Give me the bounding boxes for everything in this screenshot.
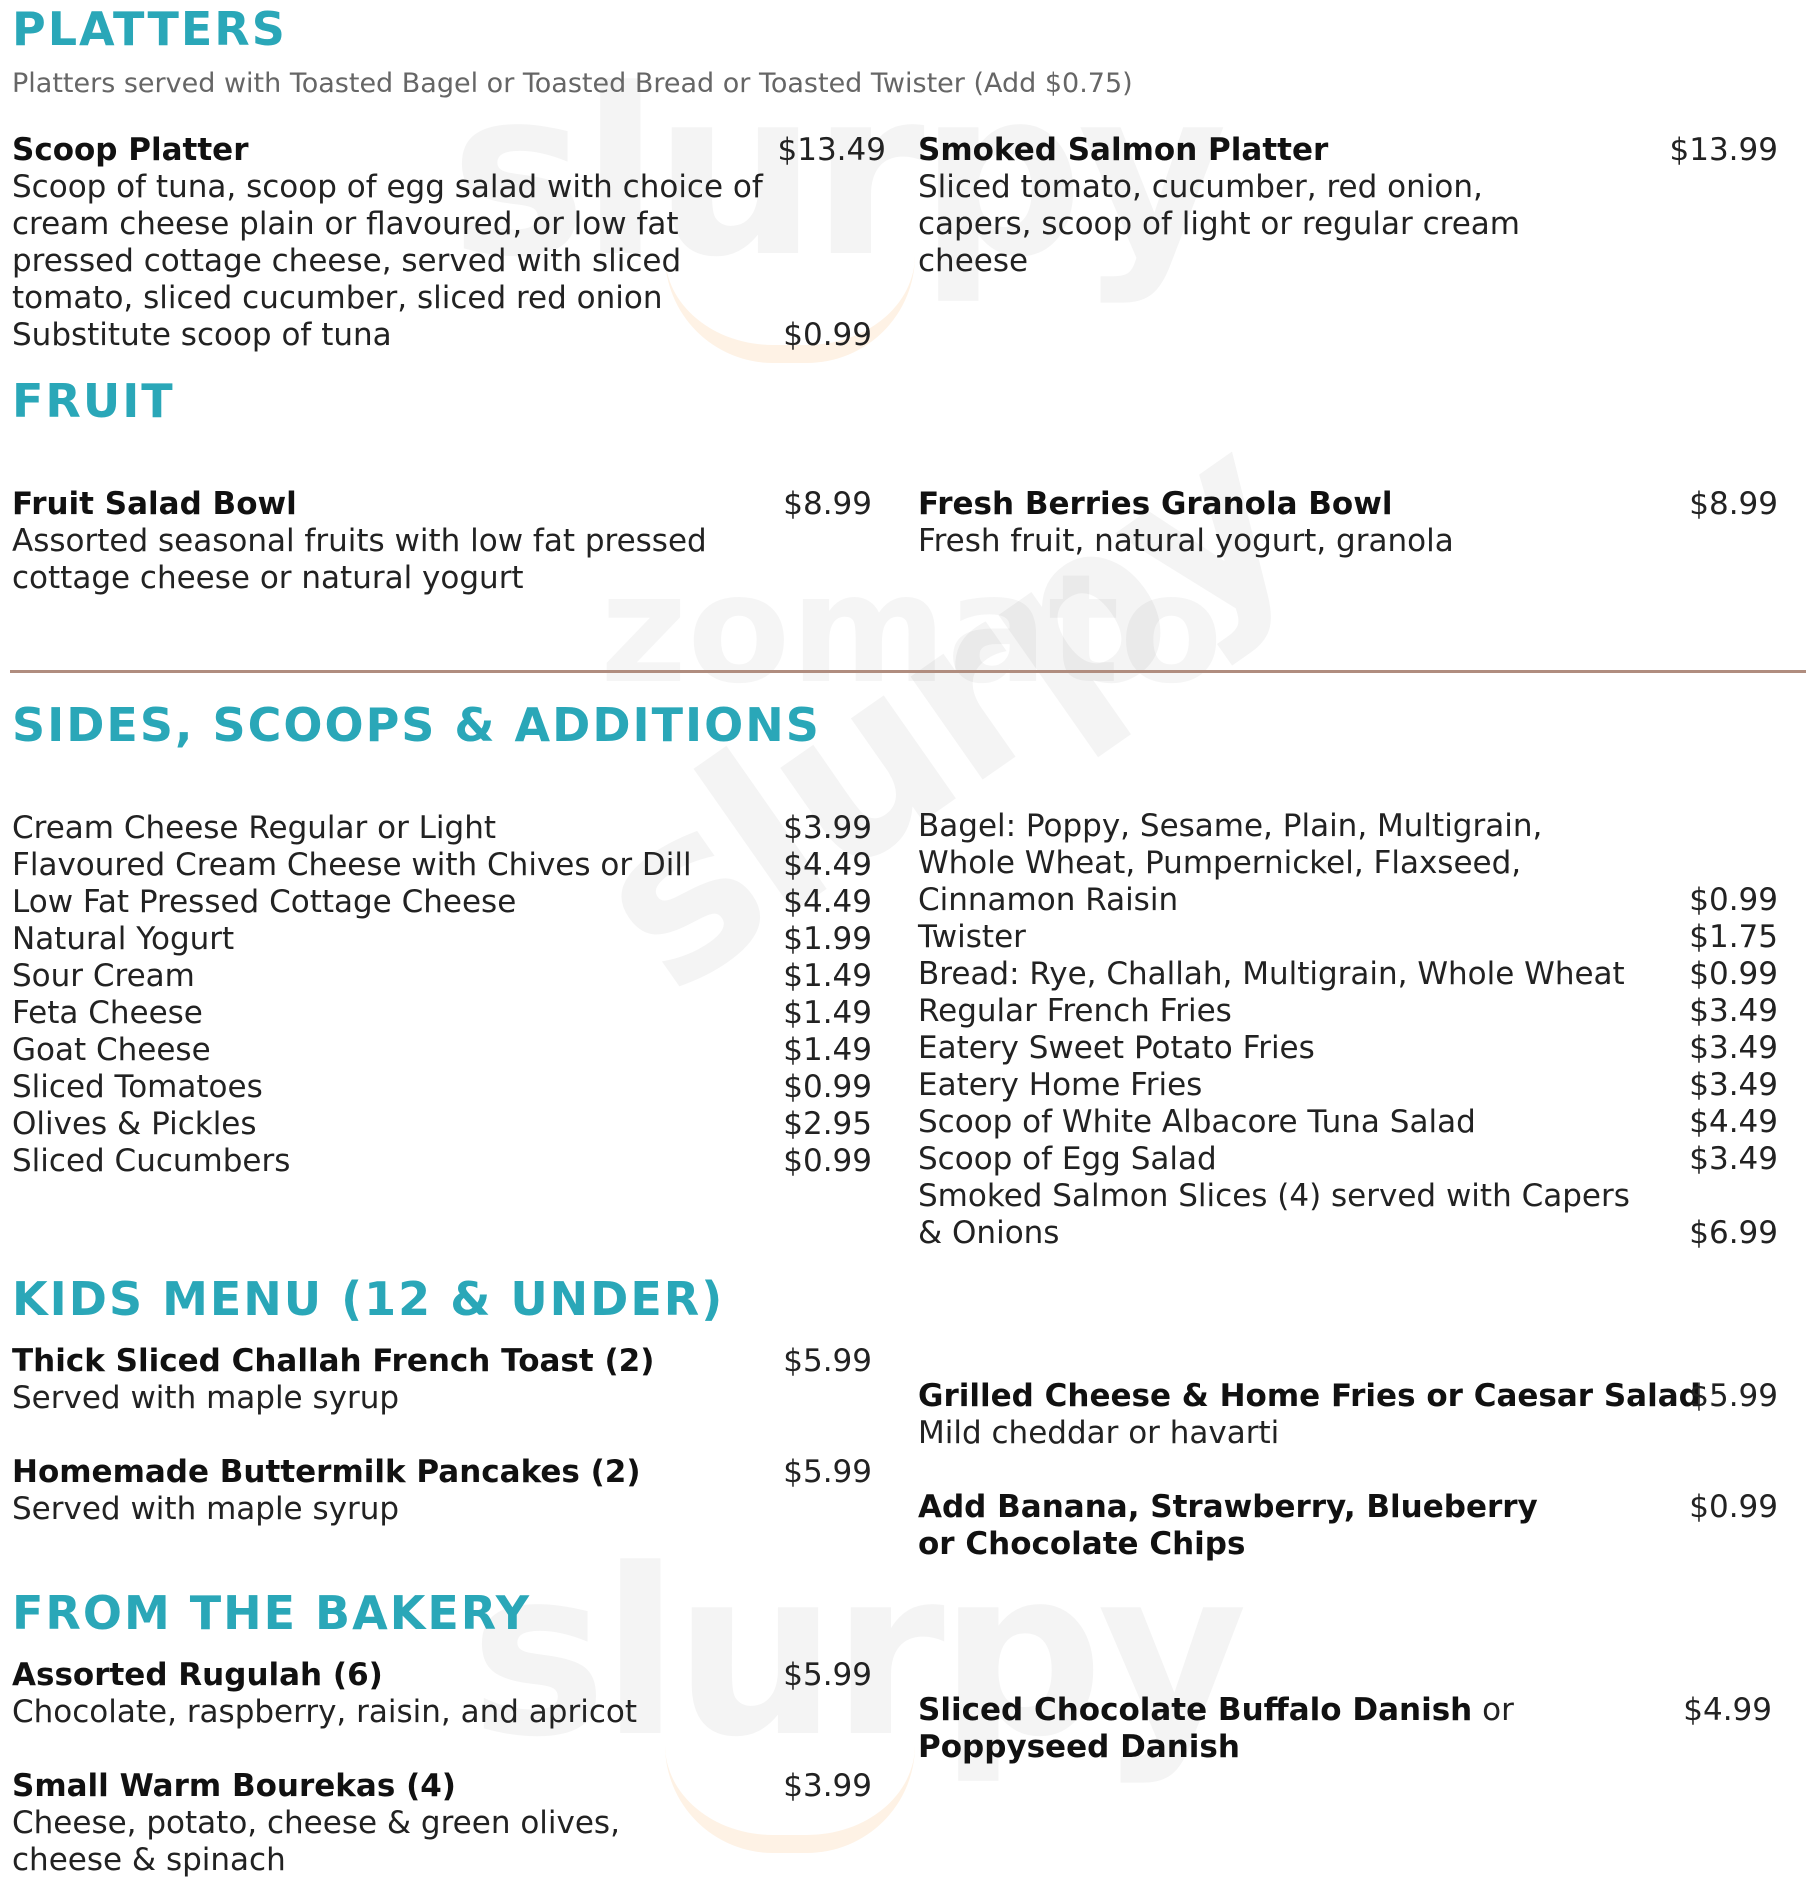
item-label: Scoop of White Albacore Tuna Salad xyxy=(918,1104,1476,1140)
item-name-connector: or xyxy=(1472,1692,1514,1728)
menu-item xyxy=(12,1343,872,1417)
item-description: Assorted seasonal fruits with low fat pressed cottage cheese or natural yogurt xyxy=(12,523,707,596)
list-item xyxy=(12,1032,872,1069)
item-name: Assorted Rugulah (6) xyxy=(12,1657,383,1693)
item-label: Sliced Cucumbers xyxy=(12,1143,291,1179)
item-name-bold: Sliced Chocolate Buffalo Danish xyxy=(918,1692,1473,1728)
item-label: Feta Cheese xyxy=(12,995,203,1031)
item-label: Sliced Tomatoes xyxy=(12,1069,263,1105)
item-price: $3.49 xyxy=(1689,993,1778,1029)
menu-item xyxy=(12,132,886,317)
item-price: $3.49 xyxy=(1689,1030,1778,1066)
list-item xyxy=(918,1067,1788,1104)
item-price: $4.99 xyxy=(1683,1692,1772,1728)
list-item xyxy=(918,1215,1788,1252)
section-title-bakery: FROM THE BAKERY xyxy=(12,1586,531,1640)
item-price: $1.49 xyxy=(783,995,872,1031)
menu-item xyxy=(12,1768,872,1879)
item-price: $6.99 xyxy=(1689,1215,1778,1251)
item-label: Bread: Rye, Challah, Multigrain, Whole Wheat xyxy=(918,956,1625,992)
bakery-right-column xyxy=(918,1692,1788,1766)
item-price: $0.99 xyxy=(783,317,872,353)
list-item xyxy=(12,1106,872,1143)
item-price: $0.99 xyxy=(783,1069,872,1105)
item-price: $5.99 xyxy=(1689,1378,1778,1414)
item-name: Thick Sliced Challah French Toast (2) xyxy=(12,1343,655,1379)
item-description: Mild cheddar or havarti xyxy=(918,1415,1280,1451)
item-price: $8.99 xyxy=(1689,486,1778,522)
section-title-sides: SIDES, SCOOPS & ADDITIONS xyxy=(12,698,821,752)
item-price: $1.49 xyxy=(783,958,872,994)
item-price: $0.99 xyxy=(1689,1489,1778,1525)
item-price: $4.49 xyxy=(1689,1104,1778,1140)
item-label: Scoop of Egg Salad xyxy=(918,1141,1217,1177)
item-price: $3.99 xyxy=(783,1768,872,1804)
item-label: Low Fat Pressed Cottage Cheese xyxy=(12,884,517,920)
item-description: Sliced tomato, cucumber, red onion, capers, scoop of light or regular cream cheese xyxy=(918,169,1520,279)
item-price: $2.95 xyxy=(783,1106,872,1142)
item-label: Sour Cream xyxy=(12,958,195,994)
section-title-kids-menu: KIDS MENU (12 & UNDER) xyxy=(12,1272,725,1326)
item-label: Eatery Sweet Potato Fries xyxy=(918,1030,1315,1066)
menu-item xyxy=(918,1692,1788,1766)
item-label: Bagel: Poppy, Sesame, Plain, Multigrain, xyxy=(918,808,1543,844)
item-label: Eatery Home Fries xyxy=(918,1067,1203,1103)
list-item xyxy=(918,993,1788,1030)
menu-extra-row xyxy=(12,317,872,354)
list-item xyxy=(918,1178,1788,1215)
item-label: Regular French Fries xyxy=(918,993,1232,1029)
item-label: Goat Cheese xyxy=(12,1032,211,1068)
item-price: $1.99 xyxy=(783,921,872,957)
menu-item xyxy=(12,1454,872,1528)
list-item xyxy=(12,810,872,847)
list-item xyxy=(918,919,1788,956)
item-label: & Onions xyxy=(918,1215,1060,1251)
kids-right-column xyxy=(918,1378,1788,1563)
fruit-right-column xyxy=(918,486,1788,560)
item-name: Add Banana, Strawberry, Blueberry or Chocolate Chips xyxy=(918,1489,1538,1562)
item-price: $5.99 xyxy=(783,1343,872,1379)
item-name: Homemade Buttermilk Pancakes (2) xyxy=(12,1454,641,1490)
item-price: $0.99 xyxy=(1689,956,1778,992)
item-price: $1.49 xyxy=(783,1032,872,1068)
item-price: $3.49 xyxy=(1689,1067,1778,1103)
kids-left-column xyxy=(12,1343,872,1528)
item-price: $8.99 xyxy=(783,486,872,522)
item-description: Chocolate, raspberry, raisin, and apricot xyxy=(12,1694,637,1730)
item-description: Served with maple syrup xyxy=(12,1491,400,1527)
platters-right-column xyxy=(918,132,1788,280)
item-price: $3.99 xyxy=(783,810,872,846)
section-title-fruit: FRUIT xyxy=(12,374,175,428)
item-price: $4.49 xyxy=(783,884,872,920)
item-label: Flavoured Cream Cheese with Chives or Dill xyxy=(12,847,692,883)
menu-item xyxy=(12,486,872,597)
list-item xyxy=(918,845,1788,882)
item-name-bold: Poppyseed Danish xyxy=(918,1729,1240,1765)
item-price: $5.99 xyxy=(783,1657,872,1693)
item-name: Smoked Salmon Platter xyxy=(918,132,1329,168)
list-item xyxy=(12,958,872,995)
section-title-platters: PLATTERS xyxy=(12,2,287,56)
list-item xyxy=(918,1030,1788,1067)
item-description: Cheese, potato, cheese & green olives, cheese & spinach xyxy=(12,1805,620,1878)
item-label: Cream Cheese Regular or Light xyxy=(12,810,497,846)
item-name: Small Warm Bourekas (4) xyxy=(12,1768,456,1804)
bakery-left-column xyxy=(12,1657,872,1879)
list-item xyxy=(918,808,1788,845)
item-name: Scoop Platter xyxy=(12,132,249,168)
menu-item xyxy=(918,132,1788,280)
item-price: $1.75 xyxy=(1689,919,1778,955)
menu-item xyxy=(12,1657,872,1731)
item-label: Whole Wheat, Pumpernickel, Flaxseed, xyxy=(918,845,1522,881)
list-item xyxy=(12,847,872,884)
item-price: $13.99 xyxy=(1669,132,1778,168)
menu-item xyxy=(918,1489,1788,1563)
item-label: Smoked Salmon Slices (4) served with Capers xyxy=(918,1178,1630,1214)
list-item xyxy=(918,1104,1788,1141)
item-price: $5.99 xyxy=(783,1454,872,1490)
item-description: Served with maple syrup xyxy=(12,1380,400,1416)
list-item xyxy=(12,884,872,921)
list-item xyxy=(12,995,872,1032)
sides-left-list xyxy=(12,810,872,1180)
section-divider xyxy=(10,670,1806,673)
item-price: $13.49 xyxy=(777,132,886,168)
platters-note: Platters served with Toasted Bagel or Toasted Bread or Toasted Twister (Add $0.75) xyxy=(12,68,1133,99)
platters-left-column xyxy=(12,132,886,354)
sides-right-list xyxy=(918,808,1788,1252)
menu-item xyxy=(918,486,1788,560)
item-description: Fresh fruit, natural yogurt, granola xyxy=(918,523,1454,559)
item-description: Scoop of tuna, scoop of egg salad with choice of cream cheese plain or flavoured, or low fat pressed cottage cheese, served with sliced tomato, sliced cucumber, sliced red onion xyxy=(12,169,763,316)
item-price: $0.99 xyxy=(783,1143,872,1179)
item-name: Grilled Cheese & Home Fries or Caesar Salad xyxy=(918,1378,1701,1414)
menu-item xyxy=(918,1378,1788,1452)
item-price: $0.99 xyxy=(1689,882,1778,918)
item-label: Olives & Pickles xyxy=(12,1106,257,1142)
list-item xyxy=(12,1143,872,1180)
list-item xyxy=(12,1069,872,1106)
list-item xyxy=(12,921,872,958)
fruit-left-column xyxy=(12,486,872,597)
item-name: Fruit Salad Bowl xyxy=(12,486,297,522)
item-price: $4.49 xyxy=(783,847,872,883)
item-label: Cinnamon Raisin xyxy=(918,882,1179,918)
item-name: Fresh Berries Granola Bowl xyxy=(918,486,1393,522)
item-label: Substitute scoop of tuna xyxy=(12,317,392,353)
item-price: $3.49 xyxy=(1689,1141,1778,1177)
list-item xyxy=(918,956,1788,993)
list-item xyxy=(918,882,1788,919)
item-label: Twister xyxy=(918,919,1026,955)
item-label: Natural Yogurt xyxy=(12,921,235,957)
item-name xyxy=(918,1692,1788,1729)
list-item xyxy=(918,1141,1788,1178)
